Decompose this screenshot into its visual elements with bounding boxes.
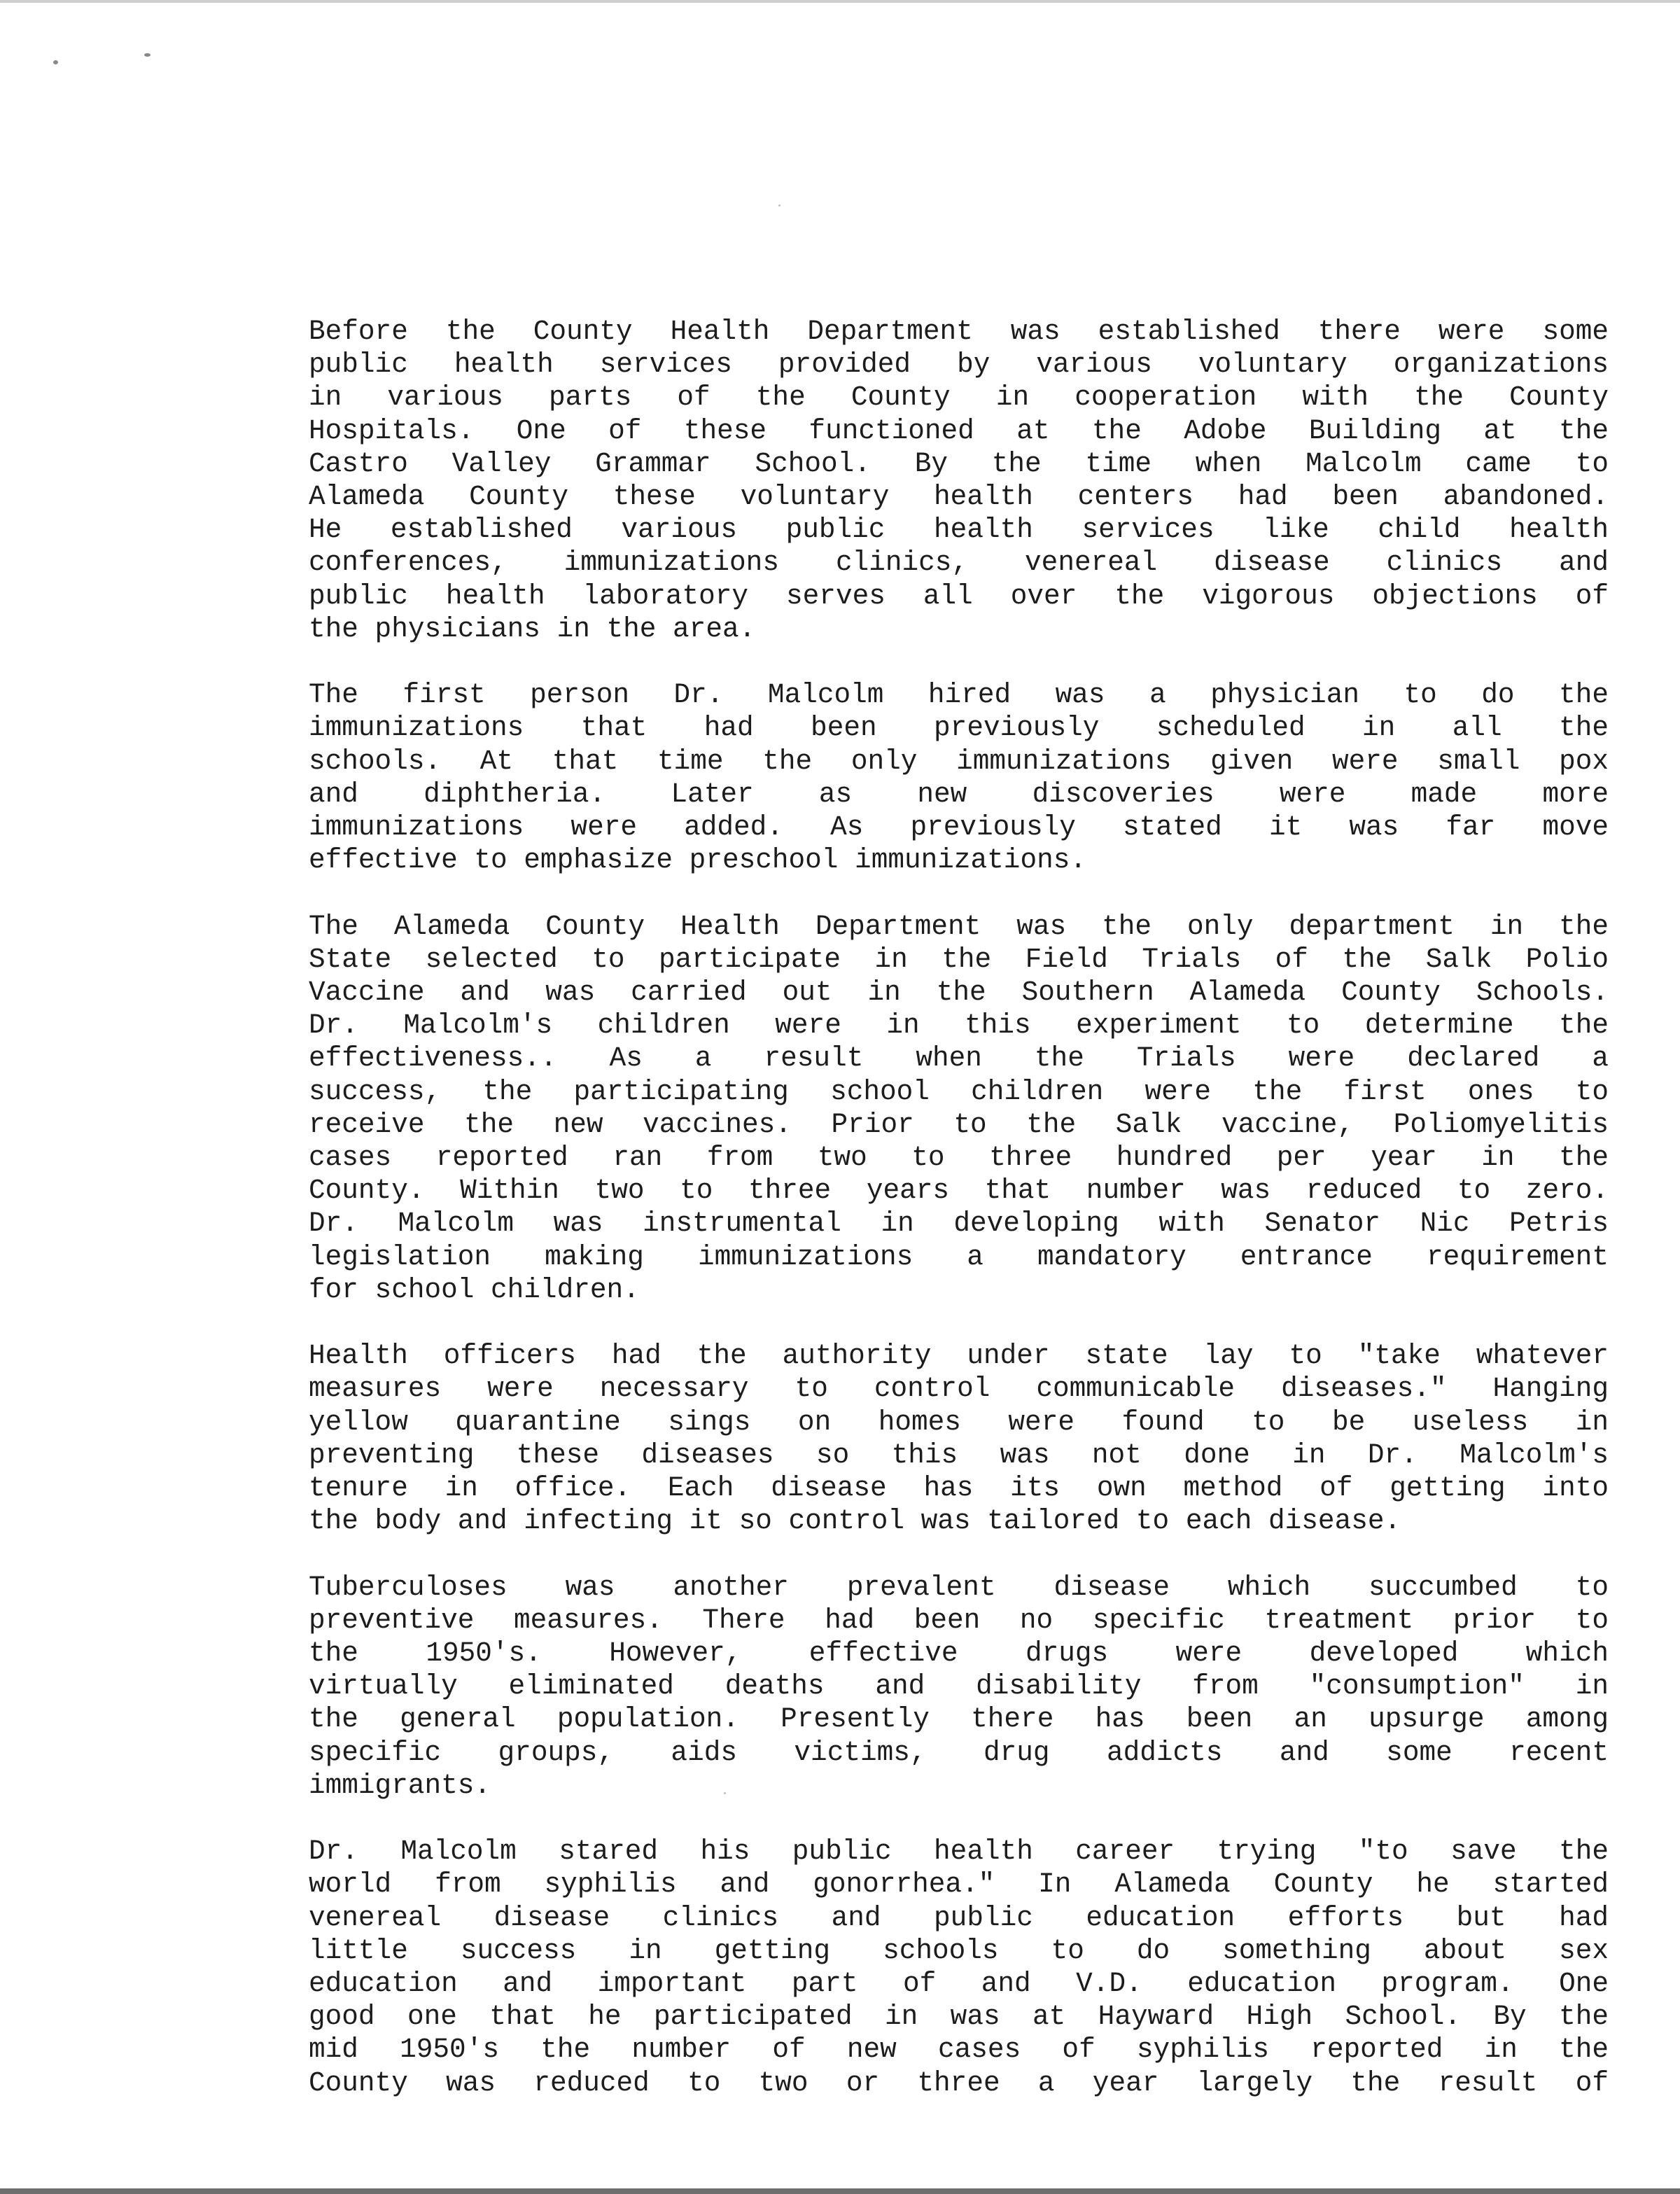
text-line: cases reported ran from two to three hundred per year in the	[309, 1142, 1609, 1174]
text-line: Vaccine and was carried out in the Southern Alameda County Schools.	[309, 977, 1609, 1009]
text-line: Health officers had the authority under state lay to "take whatever	[309, 1340, 1609, 1372]
text-line: conferences, immunizations clinics, venereal disease clinics and	[309, 547, 1609, 579]
text-line: yellow quarantine sings on homes were found to be useless in	[309, 1406, 1609, 1438]
text-line: Dr. Malcolm stared his public health career trying "to save the	[309, 1836, 1609, 1868]
text-line: the body and infecting it so control was tailored to each disease.	[309, 1505, 1401, 1537]
scan-bottom-edge	[0, 2188, 1680, 2194]
text-line: public health laboratory serves all over the vigorous objections of	[309, 580, 1609, 612]
scan-top-edge	[0, 0, 1680, 3]
paragraph	[309, 1339, 1609, 1537]
text-line: Dr. Malcolm was instrumental in developing with Senator Nic Petris	[309, 1208, 1609, 1240]
text-line: The Alameda County Health Department was the only department in the	[309, 910, 1609, 942]
paragraph	[309, 910, 1609, 1306]
text-line: Alameda County these voluntary health centers had been abandoned.	[309, 481, 1609, 513]
text-line: effectiveness.. As a result when the Trials were declared a	[309, 1042, 1609, 1075]
text-line: County was reduced to two or three a year largely the result of	[309, 2067, 1609, 2099]
text-line: public health services provided by various voluntary organizations	[309, 349, 1609, 381]
text-line: measures were necessary to control communicable diseases." Hanging	[309, 1373, 1609, 1405]
text-line: He established various public health services like child health	[309, 514, 1609, 546]
text-line: the 1950's. However, effective drugs were developed which	[309, 1637, 1609, 1670]
text-line: legislation making immunizations a mandatory entrance requirement	[309, 1241, 1609, 1273]
paragraph	[309, 1835, 1609, 2099]
text-line: Hospitals. One of these functioned at the Adobe Building at the	[309, 414, 1609, 447]
text-line: immigrants.	[309, 1769, 491, 1801]
text-line: schools. At that time the only immunizations given were small pox	[309, 745, 1609, 777]
text-line: receive the new vaccines. Prior to the Salk vaccine, Poliomyelitis	[309, 1108, 1609, 1140]
text-line: little success in getting schools to do something about sex	[309, 1934, 1609, 1966]
scan-speck	[778, 204, 780, 207]
text-line: Castro Valley Grammar School. By the time when Malcolm came to	[309, 447, 1609, 480]
text-line: specific groups, aids victims, drug addicts and some recent	[309, 1736, 1609, 1768]
paragraph	[309, 1571, 1609, 1802]
paragraph	[309, 315, 1609, 645]
text-line: The first person Dr. Malcolm hired was a physician to do the	[309, 679, 1609, 711]
document-body	[309, 315, 1609, 2132]
text-line: good one that he participated in was at Hayward High School. By the	[309, 2001, 1609, 2033]
text-line: Dr. Malcolm's children were in this experiment to determine the	[309, 1009, 1609, 1042]
scan-speck	[53, 60, 58, 64]
text-line: in various parts of the County in cooperation with the County	[309, 382, 1609, 414]
text-line: tenure in office. Each disease has its own method of getting into	[309, 1472, 1609, 1504]
paragraph	[309, 678, 1609, 876]
text-line: immunizations that had been previously scheduled in all the	[309, 712, 1609, 744]
text-line: preventive measures. There had been no specific treatment prior to	[309, 1604, 1609, 1636]
text-line: the general population. Presently there has been an upsurge among	[309, 1703, 1609, 1735]
text-line: the physicians in the area.	[309, 613, 756, 645]
scan-speck	[144, 53, 150, 57]
text-line: and diphtheria. Later as new discoveries were made more	[309, 778, 1609, 810]
text-line: immunizations were added. As previously stated it was far move	[309, 811, 1609, 844]
text-line: venereal disease clinics and public education efforts but had	[309, 1901, 1609, 1934]
text-line: for school children.	[309, 1273, 640, 1306]
text-line: Tuberculoses was another prevalent disease which succumbed to	[309, 1571, 1609, 1603]
text-line: effective to emphasize preschool immunizations.	[309, 844, 1086, 876]
text-line: Before the County Health Department was established there were some	[309, 316, 1609, 347]
text-line: preventing these diseases so this was not done in Dr. Malcolm's	[309, 1439, 1609, 1471]
text-line: virtually eliminated deaths and disability from "consumption" in	[309, 1670, 1609, 1703]
text-line: State selected to participate in the Field Trials of the Salk Polio	[309, 943, 1609, 975]
text-line: mid 1950's the number of new cases of syphilis reported in the	[309, 2034, 1609, 2066]
text-line: education and important part of and V.D. education program. One	[309, 1968, 1609, 2000]
text-line: success, the participating school children were the first ones to	[309, 1075, 1609, 1108]
text-line: world from syphilis and gonorrhea." In Alameda County he started	[309, 1868, 1609, 1901]
text-line: County. Within two to three years that number was reduced to zero.	[309, 1175, 1609, 1207]
